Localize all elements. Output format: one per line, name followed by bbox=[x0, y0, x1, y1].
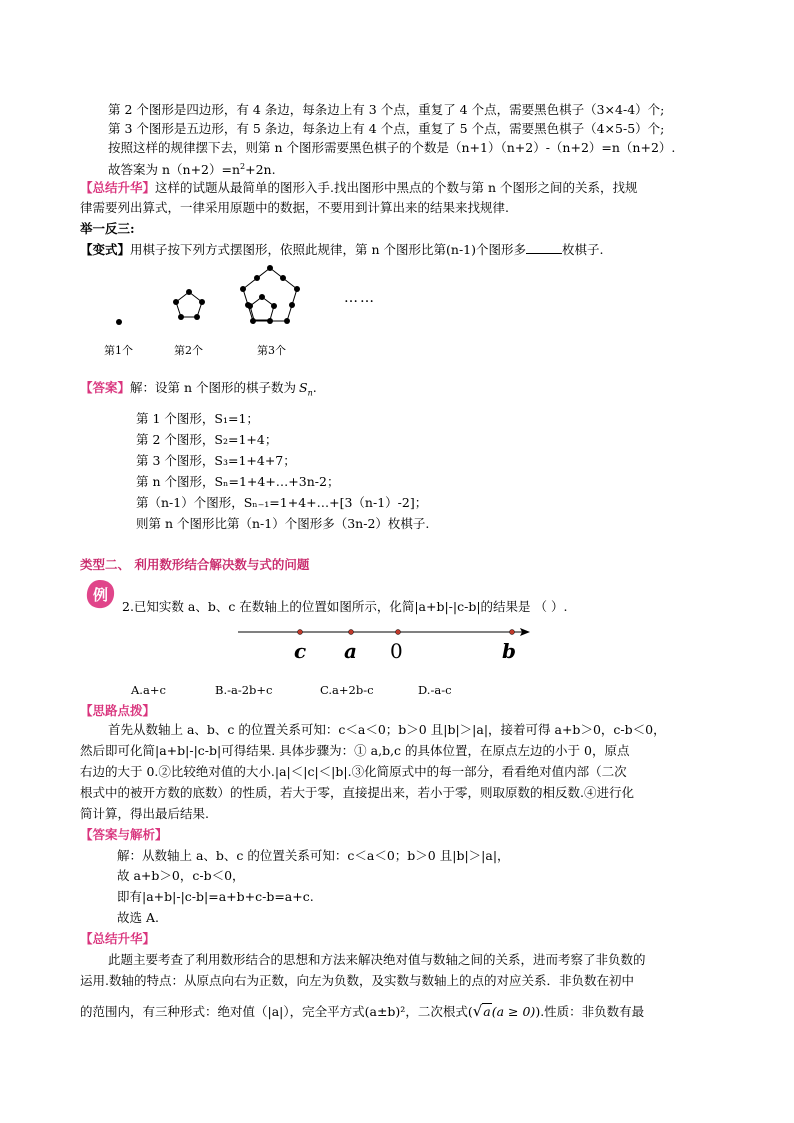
solution-line: 解：从数轴上 a、b、c 的位置关系可知：c＜a＜0；b＞0 且|b|＞|a|， bbox=[117, 848, 510, 863]
option-b: B.-a-2b+c bbox=[215, 683, 273, 697]
thinking-line: 根式中的被开方数的底数）的性质，若大于零，直接提出来，若小于零，则取原数的相反数.④进行化 bbox=[80, 785, 634, 800]
point-0 bbox=[396, 630, 401, 635]
point-a bbox=[349, 630, 354, 635]
thinking-line: 右边的大于 0.②比较绝对值的大小.|a|＜|c|＜|b|.③化简原式中的每一部分，看看绝对值内部（二次 bbox=[80, 764, 627, 779]
label-0: 0 bbox=[390, 639, 403, 663]
figure1-dot bbox=[116, 319, 122, 325]
summary-line: 运用.数轴的特点：从原点向右为正数，向左为负数，及实数与数轴上的点的对应关系．非负数在初中 bbox=[80, 973, 634, 988]
answer-line: 则第 n 个图形比第（n-1）个图形多（3n-2）枚棋子. bbox=[136, 516, 430, 531]
thinking-line: 然后即可化简|a+b|-|c-b|可得结果. 具体步骤为：① a,b,c 的具体位置，在原点左边的小于 0，原点 bbox=[80, 743, 630, 758]
solution-line: 即有|a+b|-|c-b|=a+b+c-b=a+c. bbox=[117, 889, 314, 904]
answer-line: 第 1 个图形，S₁=1； bbox=[136, 411, 259, 426]
solution-line: 故选 A. bbox=[117, 910, 159, 925]
sqrt-radicand: a bbox=[483, 1004, 491, 1019]
chess-pattern-figures bbox=[80, 262, 420, 362]
reasoning-line: 第 3 个图形是五边形，有 5 条边，每条边上有 4 个点，重复了 5 个点，需要黑色棋子（4×5-5）个; bbox=[108, 121, 665, 136]
label-b: b bbox=[502, 639, 516, 663]
figure3-pentagons bbox=[243, 268, 297, 321]
option-d: D.-a-c bbox=[418, 683, 452, 697]
example-badge-label: 例 bbox=[93, 586, 109, 604]
example-badge-icon bbox=[84, 578, 116, 610]
point-c bbox=[298, 630, 303, 635]
continuation-dots: …… bbox=[344, 290, 376, 306]
section-heading: 类型二、 利用数形结合解决数与式的问题 bbox=[80, 557, 310, 572]
summary-tag: 【总结升华】 bbox=[80, 931, 156, 946]
solution-line: 故 a+b＞0，c-b＜0， bbox=[117, 868, 245, 883]
answer-blank bbox=[526, 242, 562, 254]
answer-line: 第 3 个图形，S₃=1+4+7； bbox=[136, 453, 296, 468]
summary-line: 律需要列出算式，一律采用原题中的数据，不要用到计算出来的结果来找规律. bbox=[80, 200, 509, 215]
summary-paragraph: 【总结升华】这样的试题从最简单的图形入手.找出图形中黑点的个数与第 n 个图形之间的关系，找规 bbox=[80, 180, 638, 195]
point-b bbox=[510, 630, 515, 635]
answer-line: 故答案为 $n(n+2)=n^2+2n$. bbox=[108, 162, 276, 178]
option-c: C.a+2b-c bbox=[320, 683, 374, 697]
summary-line: 的范围内，有三种形式：绝对值（|a|），完全平方式(a±b)²，二次根式(√a(a ≥ 0)).性质：非负数有最 bbox=[80, 1002, 645, 1020]
option-a: A.a+c bbox=[131, 683, 166, 697]
figure3-dots bbox=[240, 265, 300, 324]
sqrt-symbol: √ bbox=[472, 1002, 483, 1020]
figure1-label: 第1个 bbox=[104, 344, 133, 357]
number-line bbox=[230, 620, 540, 665]
summary-line: 此题主要考查了利用数形结合的思想和方法来解决绝对值与数轴之间的关系，进而考察了非负数的 bbox=[108, 952, 646, 967]
reasoning-line: 按照这样的规律摆下去，则第 n 个图形需要黑色棋子的个数是（n+1）（n+2）-（n+2）=n（n+2）. bbox=[108, 140, 676, 155]
solution-tag: 【答案与解析】 bbox=[80, 827, 168, 842]
answer-intro: 【答案】解：设第 n 个图形的棋子数为 $S_n$. bbox=[80, 380, 317, 398]
answer-line: 第 2 个图形，S₂=1+4； bbox=[136, 432, 278, 447]
thinking-line: 简计算，得出最后结果. bbox=[80, 806, 209, 821]
answer-tag: 【答案】 bbox=[80, 380, 131, 395]
answer-line: 第（n-1）个图形，Sₙ₋₁=1+4+…+[3（n-1）-2]； bbox=[136, 495, 428, 510]
figure2-pentagon bbox=[176, 292, 202, 317]
figure2-label: 第2个 bbox=[174, 344, 203, 357]
variant-tag: 【变式】 bbox=[80, 242, 131, 257]
figure3-label: 第3个 bbox=[257, 344, 286, 357]
thinking-line: 首先从数轴上 a、b、c 的位置关系可知：c＜a＜0；b＞0 且|b|＞|a|，接着可得 a+b＞0，c-b＜0， bbox=[108, 722, 666, 737]
label-a: a bbox=[344, 639, 357, 663]
example-question: 2.已知实数 a、b、c 在数轴上的位置如图所示，化简|a+b|-|c-b|的结果是 （ ）. bbox=[122, 599, 568, 614]
reasoning-line: 第 2 个图形是四边形，有 4 条边，每条边上有 3 个点，重复了 4 个点，需要黑色棋子（3×4-4）个; bbox=[108, 102, 665, 117]
answer-line: 第 n 个图形，Sₙ=1+4+…+3n-2； bbox=[136, 474, 340, 489]
variant-question: 【变式】用棋子按下列方式摆图形，依照此规律，第 n 个图形比第(n-1)个图形多 枚棋子. bbox=[80, 242, 604, 257]
summary-tag: 【总结升华】 bbox=[80, 180, 156, 195]
label-c: c bbox=[294, 639, 307, 663]
thinking-tag: 【思路点拨】 bbox=[80, 703, 156, 718]
figure2-dots bbox=[173, 289, 205, 320]
practice-heading: 举一反三: bbox=[80, 221, 135, 236]
